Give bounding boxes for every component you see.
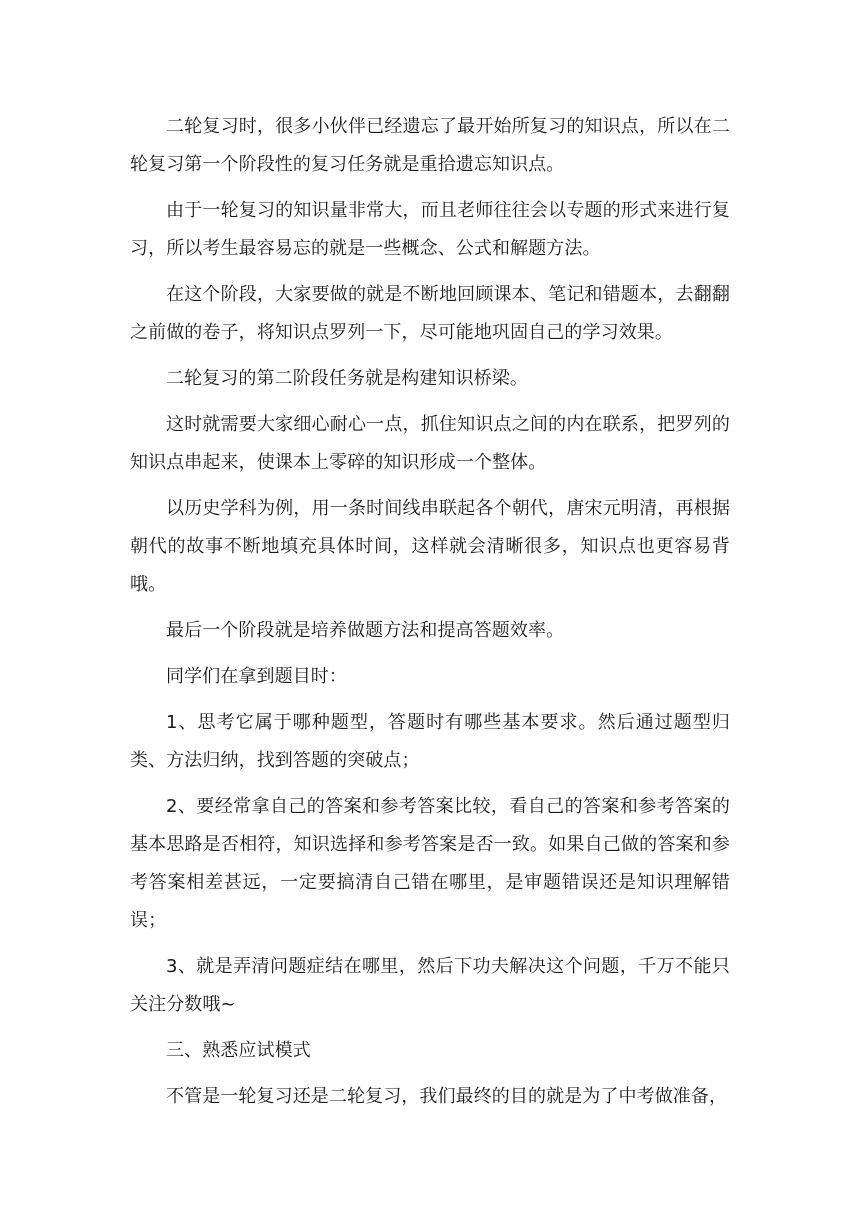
paragraph-9: 不管是一轮复习还是二轮复习，我们最终的目的就是为了中考做准备， bbox=[166, 1086, 728, 1107]
paragraph-8: 同学们在拿到题目时： bbox=[166, 666, 347, 687]
paragraph-3: 在这个阶段，大家要做的就是不断地回顾课本、笔记和错题本，去翻翻之前做的卷子，将知识点罗列一下，尽可能地巩固自己的学习效果。 bbox=[130, 284, 730, 343]
paragraph-7: 最后一个阶段就是培养做题方法和提高答题效率。 bbox=[166, 620, 565, 641]
paragraph-2: 由于一轮复习的知识量非常大，而且老师往往会以专题的形式来进行复习，所以考生最容易忘的就是一些概念、公式和解题方法。 bbox=[130, 200, 730, 259]
paragraph-1: 二轮复习时，很多小伙伴已经遗忘了最开始所复习的知识点，所以在二轮复习第一个阶段性的复习任务就是重拾遗忘知识点。 bbox=[130, 116, 730, 175]
list-item-3: 3、就是弄清问题症结在哪里，然后下功夫解决这个问题，千万不能只关注分数哦~ bbox=[130, 956, 730, 1015]
paragraph-5: 这时就需要大家细心耐心一点，抓住知识点之间的内在联系，把罗列的知识点串起来，使课本上零碎的知识形成一个整体。 bbox=[130, 414, 730, 473]
section-heading: 三、熟悉应试模式 bbox=[166, 1040, 311, 1061]
paragraph-4: 二轮复习的第二阶段任务就是构建知识桥梁。 bbox=[166, 368, 528, 389]
list-item-1: 1、思考它属于哪种题型，答题时有哪些基本要求。然后通过题型归类、方法归纳，找到答题的突破点； bbox=[130, 712, 730, 771]
list-item-2: 2、要经常拿自己的答案和参考答案比较，看自己的答案和参考答案的基本思路是否相符，知识选择和参考答案是否一致。如果自己做的答案和参考答案相差甚远，一定要搞清自己错在哪里，是审题错误还是知识理解错误； bbox=[130, 796, 730, 931]
document-body bbox=[130, 108, 730, 1124]
paragraph-6: 以历史学科为例，用一条时间线串联起各个朝代，唐宋元明清，再根据朝代的故事不断地填充具体时间，这样就会清晰很多，知识点也更容易背哦。 bbox=[130, 498, 730, 595]
